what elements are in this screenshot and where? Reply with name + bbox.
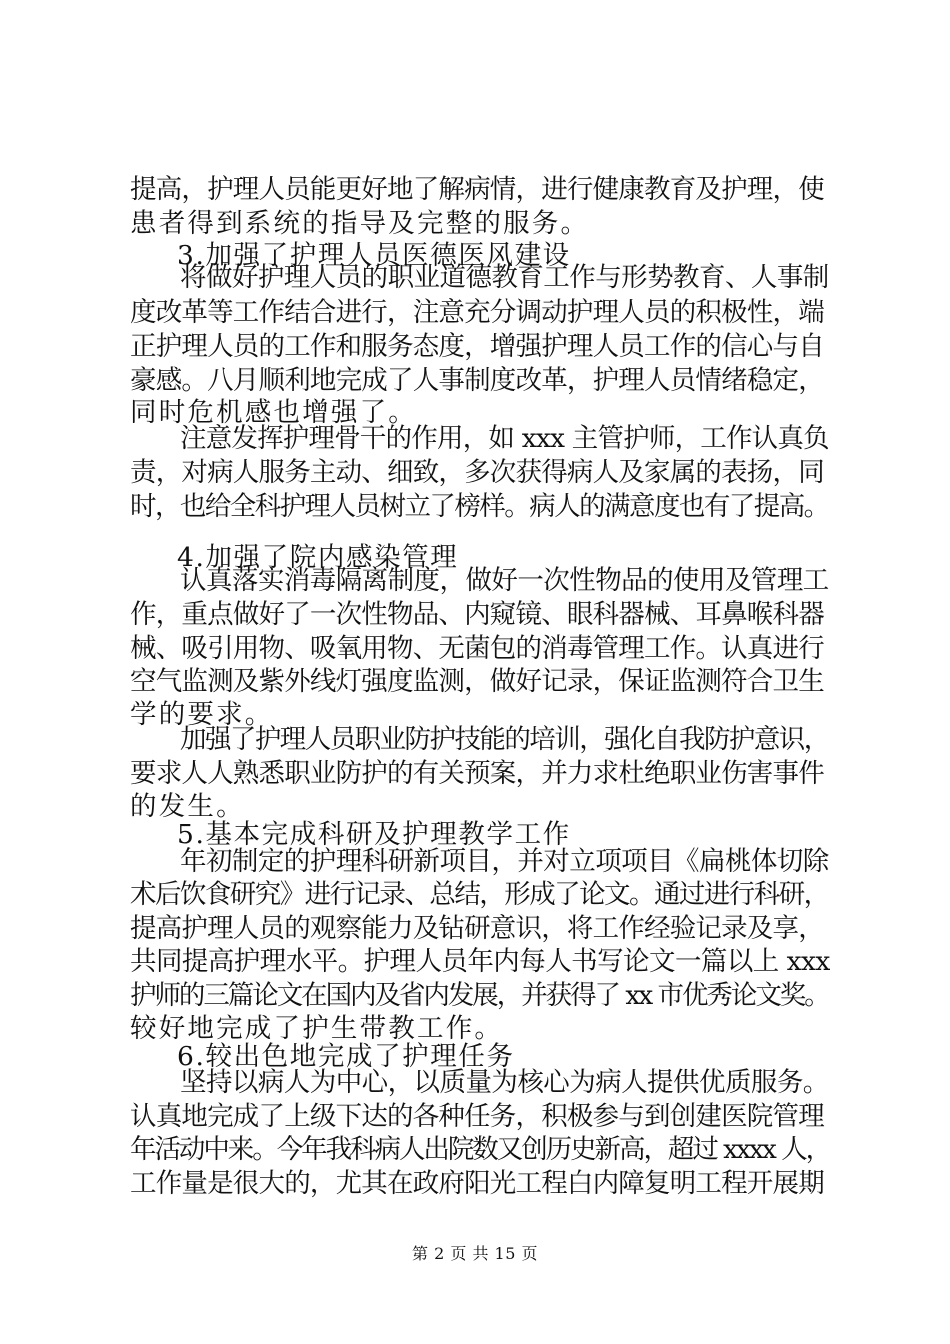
text-line: 术后饮食研究》进行记录、总结，形成了论文。通过进行科研， — [130, 879, 829, 910]
text-line: 工作量是很大的，尤其在政府阳光工程白内障复明工程开展期 — [130, 1168, 824, 1199]
text-line: 护师的三篇论文在国内及省内发展，并获得了 xx 市优秀论文奖。 — [130, 980, 829, 1011]
text-line: 坚持以病人为中心，以质量为核心为病人提供优质服务。 — [180, 1067, 829, 1098]
section-heading: 5.基本完成科研及护理教学工作 — [177, 819, 571, 850]
text-line: 要求人人熟悉职业防护的有关预案，并力求杜绝职业伤害事件 — [130, 758, 824, 789]
text-line: 年活动中来。今年我科病人出院数又创历史新高，超过 xxxx 人， — [130, 1134, 831, 1165]
text-line: 较好地完成了护生带教工作。 — [130, 1013, 504, 1044]
text-line: 认真落实消毒隔离制度，做好一次性物品的使用及管理工 — [180, 565, 829, 596]
text-line: 时，也给全科护理人员树立了榜样。病人的满意度也有了提高。 — [130, 491, 829, 522]
section-heading: 4.加强了院内感染管理 — [177, 542, 459, 573]
text-line: 空气监测及紫外线灯强度监测，做好记录，保证监测符合卫生 — [130, 666, 824, 697]
text-line: 作，重点做好了一次性物品、内窥镜、眼科器械、耳鼻喉科器 — [130, 599, 824, 630]
text-line: 将做好护理人员的职业道德教育工作与形势教育、人事制 — [180, 262, 829, 293]
text-line: 正护理人员的工作和服务态度，增强护理人员工作的信心与自 — [130, 331, 824, 362]
text-line: 度改革等工作结合进行，注意充分调动护理人员的积极性，端 — [130, 297, 824, 328]
text-line: 的发生。 — [130, 791, 245, 822]
text-line: 豪感。八月顺利地完成了人事制度改革，护理人员情绪稳定， — [130, 365, 824, 396]
text-line: 加强了护理人员职业防护技能的培训，强化自我防护意识， — [180, 724, 829, 755]
text-line: 注意发挥护理骨干的作用，如 xxx 主管护师，工作认真负 — [180, 423, 829, 454]
text-line: 同时危机感也增强了。 — [130, 397, 417, 428]
text-line: 年初制定的护理科研新项目，并对立项项目《扁桃体切除 — [180, 846, 829, 877]
text-line: 患者得到系统的指导及完整的服务。 — [130, 208, 590, 239]
text-line: 械、吸引用物、吸氧用物、无菌包的消毒管理工作。认真进行 — [130, 633, 824, 664]
text-line: 共同提高护理水平。护理人员年内每人书写论文一篇以上 xxx — [130, 946, 830, 977]
text-line: 认真地完成了上级下达的各种任务，积极参与到创建医院管理 — [130, 1101, 824, 1132]
page-number-footer: 第 2 页 共 15 页 — [412, 1244, 538, 1263]
section-heading: 6.较出色地完成了护理任务 — [177, 1041, 515, 1072]
text-line: 责，对病人服务主动、细致，多次获得病人及家属的表扬，同 — [130, 457, 824, 488]
section-heading: 3.加强了护理人员医德医风建设 — [177, 240, 571, 271]
text-line: 学的要求。 — [130, 699, 274, 730]
text-line: 提高，护理人员能更好地了解病情，进行健康教育及护理，使 — [130, 174, 824, 205]
text-line: 提高护理人员的观察能力及钻研意识，将工作经验记录及享， — [130, 913, 824, 944]
